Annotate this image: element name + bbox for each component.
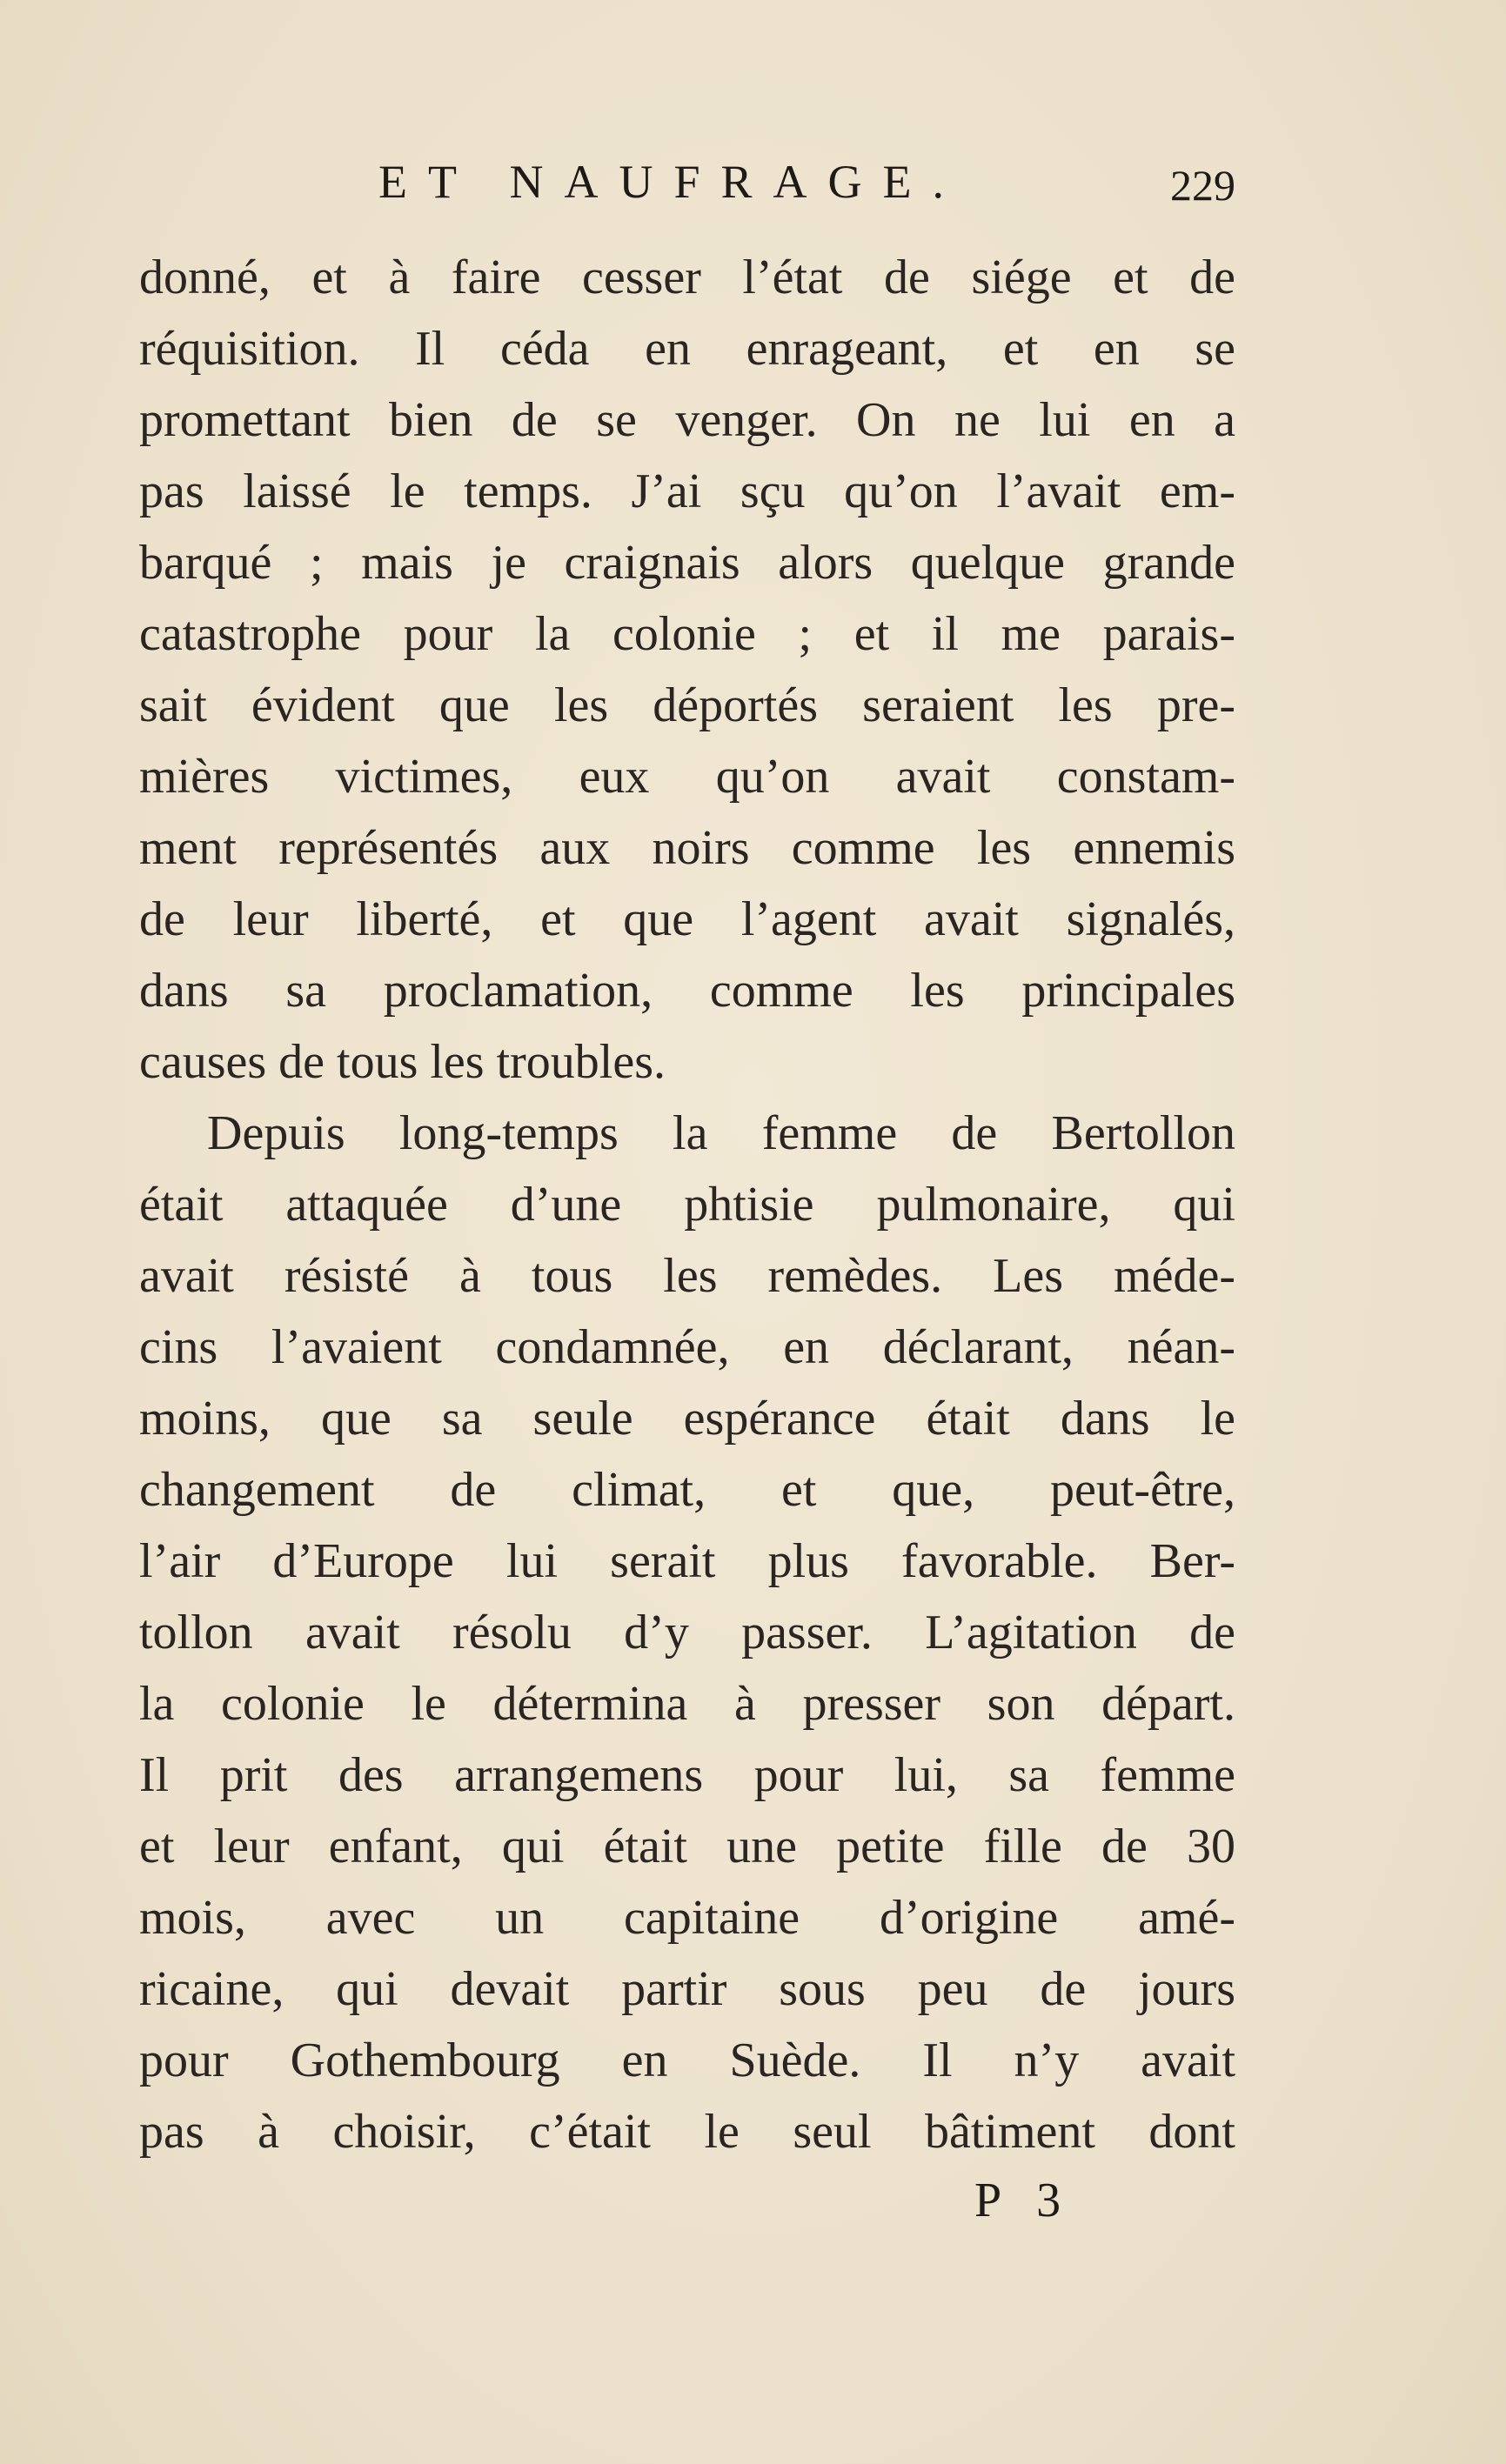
text-line: moins, que sa seule espérance était dans le [139,1392,1235,1446]
text-line: ment représentés aux noirs comme les ennemis [139,821,1235,875]
text-line: donné, et à faire cesser l’état de siége et de [139,250,1235,304]
text-line: tollon avait résolu d’y passer. L’agitation de [139,1606,1235,1659]
text-line: Depuis long-temps la femme de Bertollon [207,1106,1235,1160]
text-line: avait résisté à tous les remèdes. Les méde- [139,1249,1235,1303]
body-text [139,242,1235,2167]
text-line: Il prit des arrangemens pour lui, sa femme [139,1748,1235,1802]
text-line: mières victimes, eux qu’on avait constam- [139,750,1235,804]
text-line: pour Gothembourg en Suède. Il n’y avait [139,2033,1235,2087]
text-line: ricaine, qui devait partir sous peu de jours [139,1962,1235,2016]
text-line: barqué ; mais je craignais alors quelque grande [139,536,1235,590]
text-line: changement de climat, et que, peut-être, [139,1463,1235,1517]
text-line: était attaquée d’une phtisie pulmonaire, qui [139,1178,1235,1232]
text-line: mois, avec un capitaine d’origine amé- [139,1891,1235,1945]
text-line: l’air d’Europe lui serait plus favorable. Ber- [139,1534,1235,1588]
page-header [139,155,1235,224]
text-line: pas laissé le temps. J’ai sçu qu’on l’avait em- [139,464,1235,518]
text-line: pas à choisir, c’était le seul bâtiment dont [139,2105,1235,2159]
signature-mark: P 3 [974,2174,1074,2227]
text-line: réquisition. Il céda en enrageant, et en se [139,322,1235,376]
text-line: catastrophe pour la colonie ; et il me parais- [139,607,1235,661]
text-line: promettant bien de se venger. On ne lui en a [139,393,1235,447]
text-line: causes de tous les troubles. [139,1035,666,1089]
text-line: dans sa proclamation, comme les principales [139,964,1235,1018]
text-line: de leur liberté, et que l’agent avait signalés, [139,892,1235,946]
text-line: la colonie le détermina à presser son départ. [139,1677,1235,1731]
running-title: ET NAUFRAGE. [378,156,966,208]
text-line: sait évident que les déportés seraient les pre- [139,678,1235,732]
page-number: 229 [1170,161,1235,210]
text-line: cins l’avaient condamnée, en déclarant, néan- [139,1320,1235,1374]
text-line: et leur enfant, qui était une petite fille de 30 [139,1820,1235,1873]
